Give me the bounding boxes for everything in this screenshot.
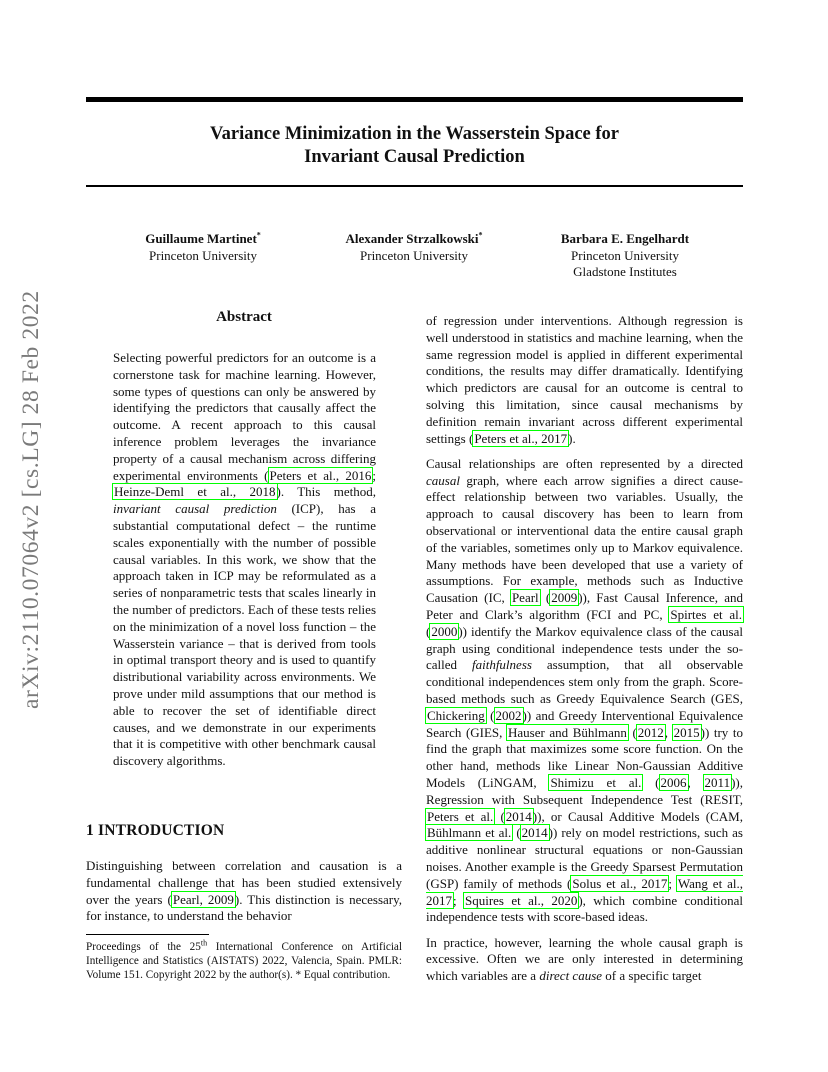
abstract-body (113, 350, 376, 770)
title-bottom-rule (86, 185, 743, 187)
citation-link[interactable]: 2002 (495, 707, 522, 723)
citation-link[interactable]: Heinze-Deml et al., 2018 (114, 484, 276, 500)
citation-link[interactable]: 2000 (431, 623, 458, 639)
author-affiliation: Princeton University (571, 247, 679, 263)
intro-body (86, 858, 402, 925)
citation-link[interactable]: Chickering (427, 707, 485, 723)
author-affiliation: Princeton University (149, 247, 257, 263)
citation-link[interactable]: Spirtes et al. (670, 607, 742, 623)
citation-link[interactable]: 2015 (673, 724, 700, 740)
footnote: Proceedings of the 25th International Conference on Artificial Intelligence and Statistics (AISTATS) 2022, Valencia, Spain. PMLR: Volume 151. Copyright 2022 by the author(s). * Equal contribution. (86, 938, 402, 982)
paper-title (86, 123, 743, 169)
citation-link[interactable]: Pearl (511, 590, 539, 606)
top-thick-rule (86, 97, 743, 102)
footnote-rule (86, 934, 209, 935)
citation-link[interactable]: 2006 (660, 775, 687, 791)
citation-link[interactable]: 2014 (521, 825, 548, 841)
body-paragraph: In practice, however, learning the whole causal graph is excessive. Often we are only interested in determining which variables are a direct cause of a specific target (426, 934, 743, 984)
author-name: Barbara E. Engelhardt (560, 231, 690, 246)
citation-link[interactable]: Peters et al., 2016 (269, 467, 372, 483)
citation-link[interactable]: Bühlmann et al. (427, 825, 512, 841)
section-heading: 1 INTRODUCTION (86, 822, 225, 839)
citation-link[interactable]: 2009 (551, 590, 578, 606)
arxiv-stamp: arXiv:2110.07064v2 [cs.LG] 28 Feb 2022 (18, 290, 44, 710)
author-block (112, 231, 294, 264)
author-block (530, 231, 720, 281)
citation-link[interactable]: Shimizu et al. (550, 775, 642, 791)
title-line-1: Variance Minimization in the Wasserstein Space for (209, 124, 620, 144)
abstract-heading: Abstract (216, 309, 272, 325)
citation-link[interactable]: Peters et al. (427, 808, 494, 824)
author-name: Alexander Strzalkowski* (345, 230, 483, 246)
author-name: Guillaume Martinet* (145, 230, 261, 246)
author-affiliation: Gladstone Institutes (573, 264, 677, 279)
abstract-paragraph: Selecting powerful predictors for an outcome is a cornerstone task for machine learning. However, some types of questions can only be answered by identifying the predictors that causally affect the outcome. A recent approach to this causal inference problem leverages the invariance property of a causal mechanism across differing experimental environments (Peters et al., 2016; Heinze-Deml et al., 2018). This method, invariant causal prediction (ICP), has a substantial computational defect – the runtime scales exponentially with the number of possible causal variables. In this work, we show that the approach taken in ICP may be reformulated as a series of nonparametric tests that scales linearly in the number of predictors. Each of these tests relies on the minimization of a novel loss function – the Wasserstein variance – that is derived from tools in optimal transport theory and is used to quantify distributional variability across environments. We prove under mild assumptions that our method is able to recover the set of identifiable direct causes, and we demonstrate in our experiments that it is competitive with other benchmark causal discovery algorithms. (113, 350, 376, 769)
body-paragraph: of regression under interventions. Although regression is well understood in statistics and machine learning, when the same regression model is applied in different experimental conditions, the results may differ dramatically. Identifying which predictors are causal for an outcome is central to solving this limitation, since causal mechanisms by definition remain invariant across different experimental settings (Peters et al., 2017). (426, 313, 743, 446)
right-column (426, 313, 743, 985)
citation-link[interactable]: Peters et al., 2017 (474, 430, 568, 446)
citation-link[interactable]: 2014 (505, 808, 532, 824)
body-paragraph: Causal relationships are often represented by a directed causal graph, where each arrow signifies a direct cause-effect relationship between two variables. Usually, the approach to causal discovery has been to learn from observational or interventional data the entire causal graph of the variables, sometimes only up to Markov equivalence. Many methods have been developed that use a variety of assumptions. For example, methods such as Inductive Causation (IC, Pearl (2009)), Fast Causal Inference, and Peter and Clark’s algorithm (FCI and PC, Spirtes et al. (2000)) identify the Markov equivalence class of the causal graph using conditional independence tests under the so-called faithfulness assumption, that all observable conditional independences stem only from the graph. Score-based methods such as Greedy Equivalence Search (GES, Chickering (2002)) and Greedy Interventional Equivalence Search (GIES, Hauser and Bühlmann (2012, 2015)) try to find the graph that maximizes some score function. On the other hand, methods like Linear Non-Gaussian Additive Models (LiNGAM, Shimizu et al. (2006, 2011)), Regression with Subsequent Independence Test (RESIT, Peters et al. (2014)), or Causal Additive Models (CAM, Bühlmann et al. (2014)) rely on model restrictions, such as additive nonlinear structural equations or non-Gaussian noises. Another example is the Greedy Sparsest Permutation (GSP) family of methods (Solus et al., 2017; Wang et al., 2017; Squires et al., 2020), which combine conditional independence tests with score-based ideas. (426, 455, 743, 925)
citation-link[interactable]: Squires et al., 2020 (464, 892, 578, 908)
citation-link[interactable]: Hauser and Bühlmann (507, 724, 627, 740)
intro-paragraph: Distinguishing between correlation and causation is a fundamental challenge that has been studied extensively over the years (Pearl, 2009). This distinction is necessary, for instance, to understand the behavior (86, 858, 403, 924)
author-affiliation: Princeton University (360, 247, 468, 263)
citation-link[interactable]: 2011 (704, 775, 731, 791)
title-line-2: Invariant Causal Prediction (304, 147, 525, 167)
author-block (318, 231, 510, 264)
citation-link[interactable]: Pearl, 2009 (172, 891, 234, 907)
citation-link[interactable]: 2012 (637, 724, 664, 740)
citation-link[interactable]: Solus et al., 2017 (572, 875, 668, 891)
citation-link[interactable]: Wang et al., 2017 (426, 875, 743, 908)
